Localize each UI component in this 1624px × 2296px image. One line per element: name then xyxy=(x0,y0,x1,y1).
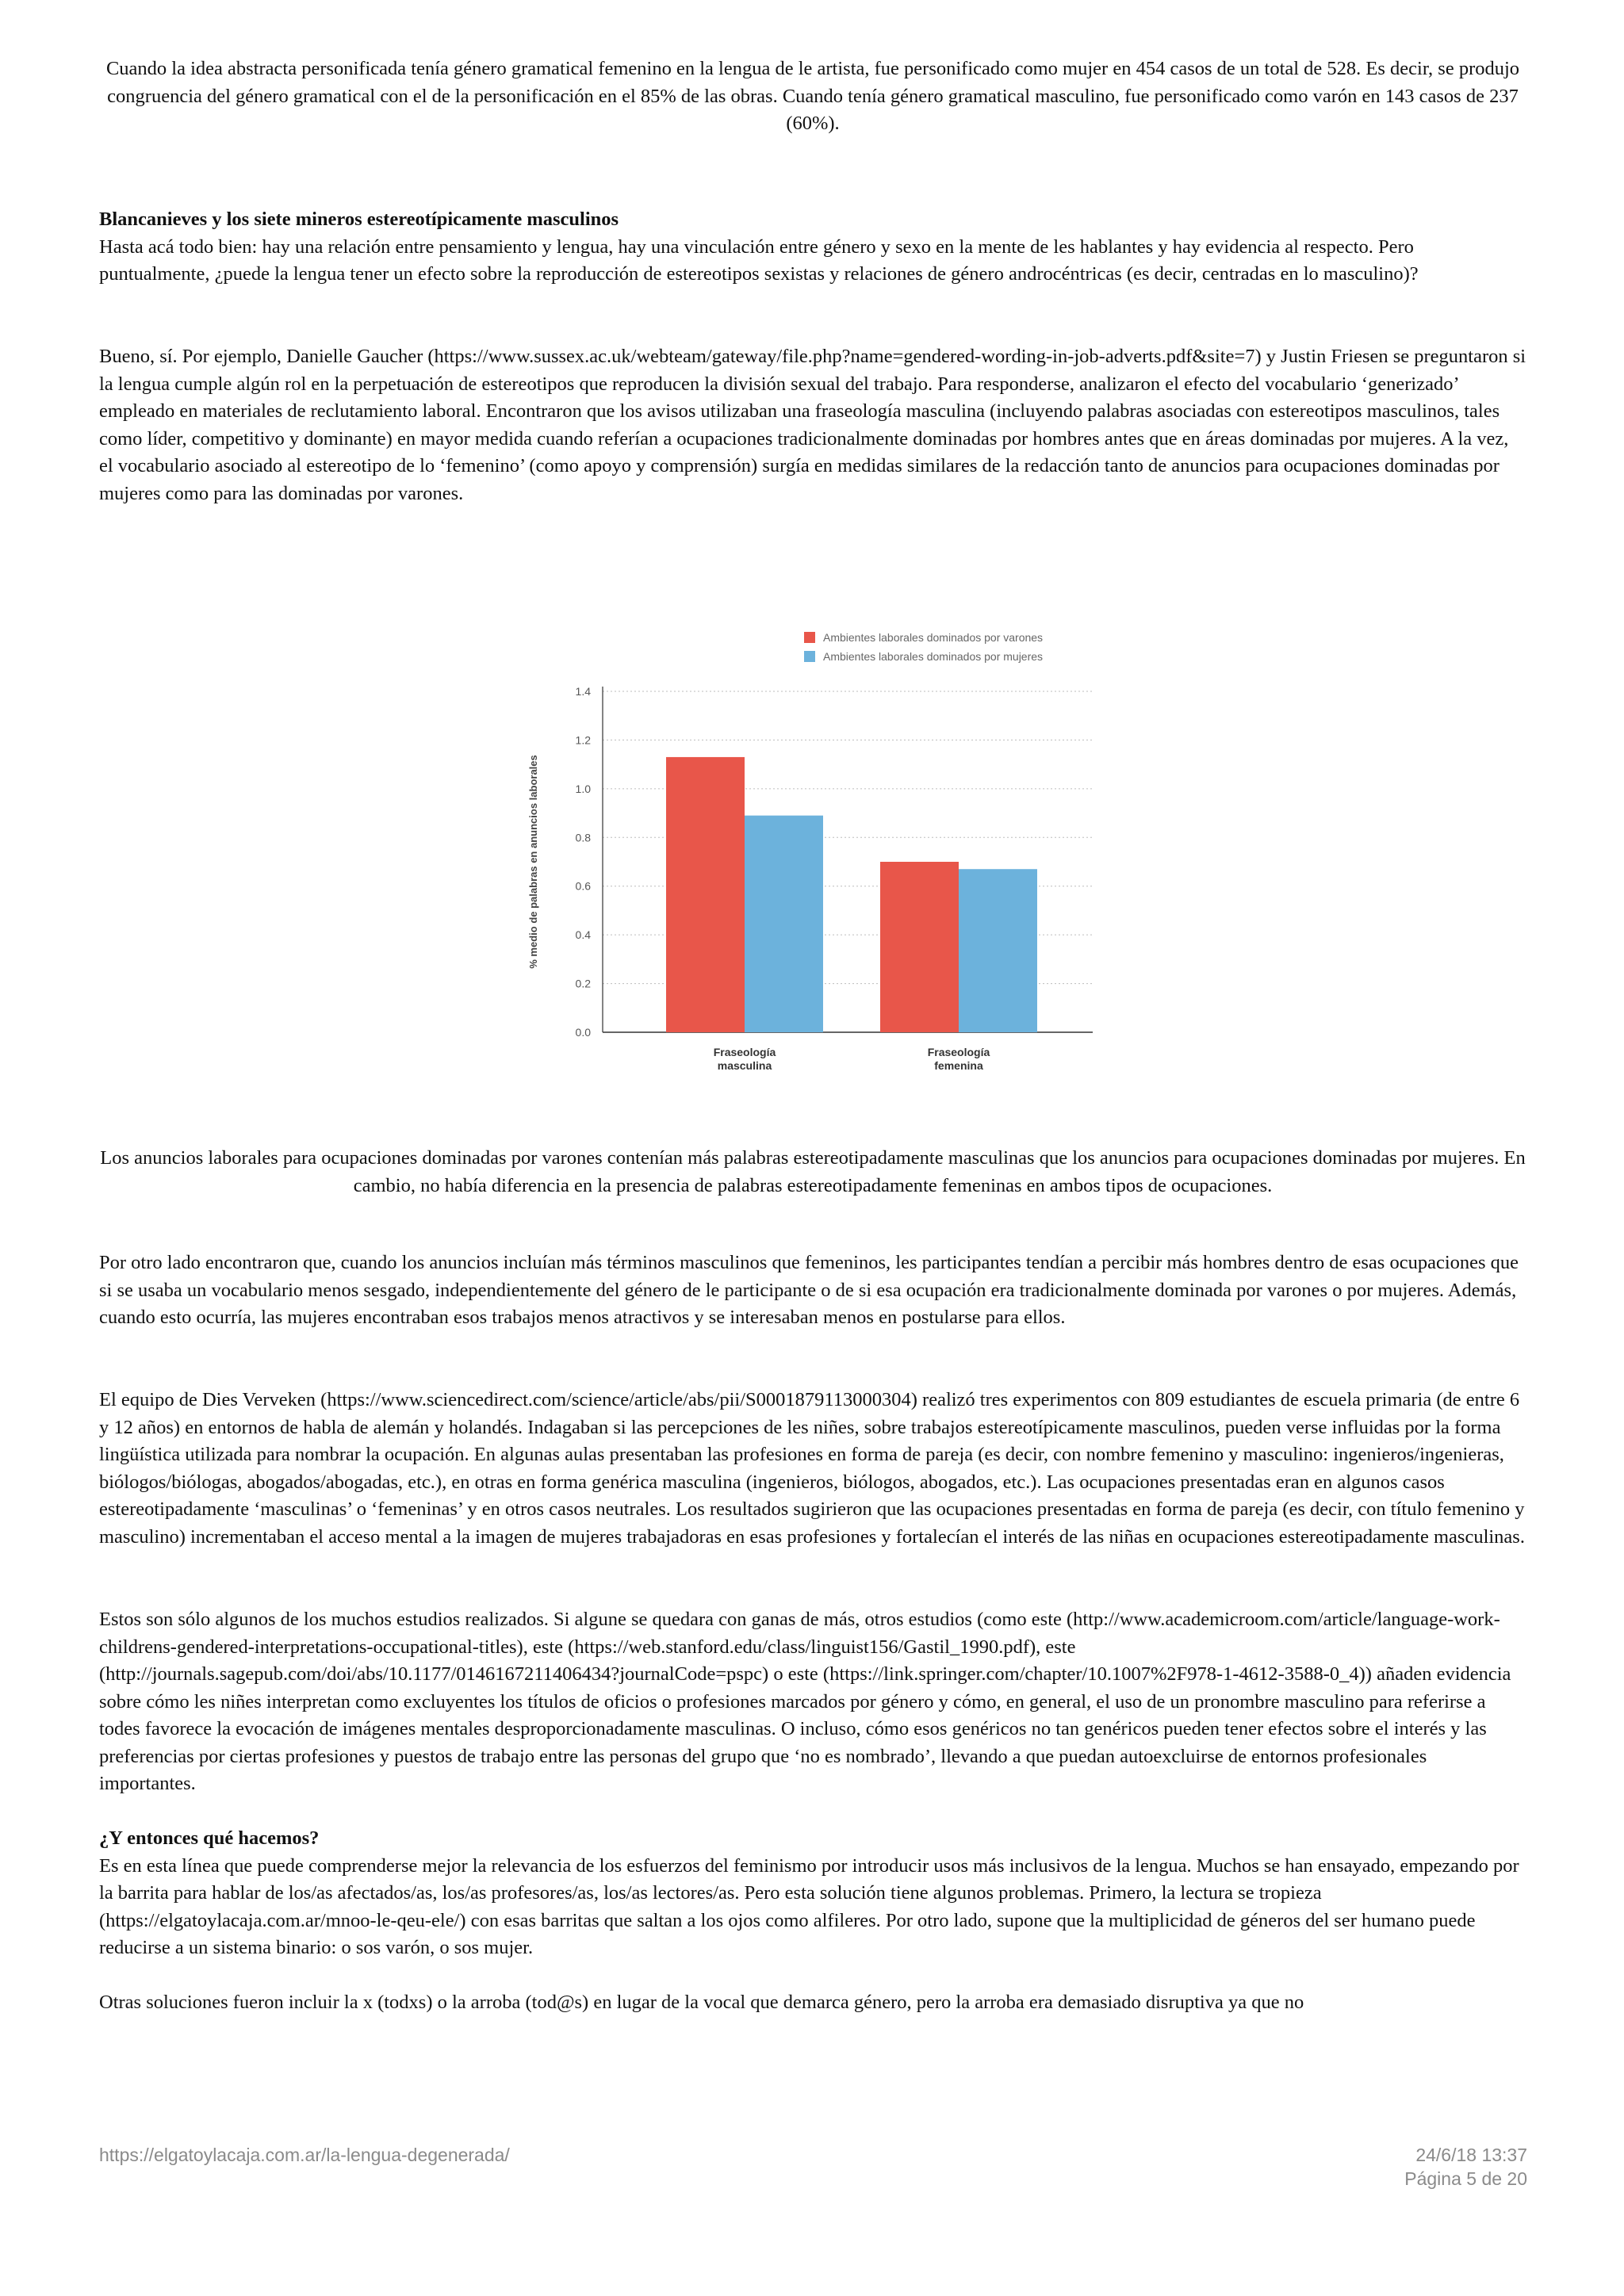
footer-page-number: Página 5 de 20 xyxy=(1404,2168,1527,2189)
chart-caption: Los anuncios laborales para ocupaciones dominadas por varones contenían más palabras estereotipadamente masculinas que los anuncios para ocupaciones dominadas por mujeres. En cambio, no había diferencia en la presencia de palabras estereotipadamente femeninas en ambos tipos de ocupaciones. xyxy=(100,1147,1526,1196)
section-blancanieves xyxy=(99,206,1526,289)
y-tick-label: 0.4 xyxy=(575,928,591,942)
section-paragraph: Hasta acá todo bien: hay una relación entre pensamiento y lengua, hay una vinculación entre género y sexo en la mente de les hablantes y hay evidencia al respecto. Pero puntualmente, ¿puede la lengua tener un efecto sobre la reproducción de estereotipos sexistas y relaciones de género androcéntricas (es decir, centradas en lo masculino)? xyxy=(99,235,1419,285)
section-que-hacemos xyxy=(99,1825,1526,1962)
legend-swatch xyxy=(804,651,815,662)
perception-paragraph: Por otro lado encontraron que, cuando los anuncios incluían más términos masculinos que femeninos, les participantes tendían a percibir más hombres dentro de esas ocupaciones que si se usaba un vocabulario menos sesgado, independientemente del género de le participante o de si esa ocupación era tradicionalmente dominada por varones o por mujeres. Además, cuando esto ocurría, las mujeres encontraban esos trabajos menos atractivos y se interesaban menos en postularse para ellos. xyxy=(99,1252,1519,1328)
gaucher-paragraph: Bueno, sí. Por ejemplo, Danielle Gaucher (https://www.sussex.ac.uk/webteam/gateway/file.php?name=gendered-wording-in-job-adverts.pdf&site=7) y Justin Friesen se preguntaron si la lengua cumple algún rol en la perpetuación de estereotipos que reproducen la división sexual del trabajo. Para responderse, analizaron el efecto del vocabulario ‘generizado’ empleado en materiales de reclutamiento laboral. Encontraron que los avisos utilizaban una fraseología masculina (incluyendo palabras asociadas con estereotipos masculinos, tales como líder, competitivo y dominante) en mayor medida cuando referían a ocupaciones tradicionalmente dominadas por hombres antes que en áreas dominadas por mujeres. A la vez, el vocabulario asociado al estereotipo de lo ‘femenino’ (como apoyo y comprensión) surgía en medidas similares de la redacción tanto de anuncios para ocupaciones dominadas por mujeres como para las dominadas por varones. xyxy=(99,346,1526,504)
y-tick-label: 0.8 xyxy=(575,831,591,844)
studies-paragraph: Estos son sólo algunos de los muchos estudios realizados. Si algune se quedara con ganas de más, otros estudios (como este (http://www.academicroom.com/article/language-work-childrens-gendered-interpretations-occupational-titles), este (https://web.stanford.edu/class/linguist156/Gastil_1990.pdf), este (http://journals.sagepub.com/doi/abs/10.1177/0146167211406434?journalCode=pspc) o este (https://link.springer.com/chapter/10.1007%2F978-1-4612-3588-0_4)) añaden evidencia sobre cómo les niñes interpretan como excluyentes los títulos de oficios o profesiones marcados por género y cómo, en general, el uso de un pronombre masculino para referirse a todes favorece la evocación de imágenes mentales desproporcionadamente masculinas. O incluso, cómo esos genéricos no tan genéricos pueden tener efectos sobre el interés y las preferencias por ciertas profesiones y puestos de trabajo entre las personas del grupo que ‘no es nombrado’, llevando a que puedan autoexcluirse de entornos profesionales importantes. xyxy=(99,1609,1511,1794)
x-category-label: Fraseología xyxy=(927,1046,990,1058)
y-tick-label: 0.2 xyxy=(575,977,591,990)
x-category-label: masculina xyxy=(717,1059,772,1072)
y-tick-label: 1.0 xyxy=(575,782,591,795)
bar-chart-svg xyxy=(515,626,1102,1086)
x-category-label: femenina xyxy=(934,1059,983,1072)
section-paragraph: Es en esta línea que puede comprenderse mejor la relevancia de los esfuerzos del feminismo por introducir usos más inclusivos de la lengua. Muchos se han ensayado, empezando por la barrita para hablar de los/as afectados/as, los/as profesores/as, los/as lectores/as. Pero esta solución tiene algunos problemas. Primero, la lectura se tropieza (https://elgatoylacaja.com.ar/mnoo-le-qeu-ele/) con esas barritas que saltan a los ojos como alfileres. Por otro lado, supone que la multiplicidad de géneros del ser humano puede reducirse a un sistema binario: o sos varón, o sos mujer. xyxy=(99,1854,1519,1958)
intro-caption: Cuando la idea abstracta personificada tenía género gramatical femenino en la lengua de le artista, fue personificado como mujer en 454 casos de un total de 528. Es decir, se produjo congruencia del género gramatical con el de la personificación en el 85% de las obras. Cuando tenía género gramatical masculino, fue personificado como varón en 143 casos de 237 (60%). xyxy=(105,58,1520,134)
bar-mujeres xyxy=(745,816,823,1032)
section-title: ¿Y entonces qué hacemos? xyxy=(99,1827,320,1849)
legend-label: Ambientes laborales dominados por varones xyxy=(823,631,1044,644)
bar-chart xyxy=(515,626,1102,1086)
y-tick-label: 1.2 xyxy=(575,733,591,747)
y-axis-label: % medio de palabras en anuncios laborales xyxy=(527,755,539,969)
y-tick-label: 0.0 xyxy=(575,1026,591,1039)
y-tick-label: 1.4 xyxy=(575,685,591,698)
bar-varones xyxy=(666,757,745,1032)
footer-datetime: 24/6/18 13:37 xyxy=(1415,2145,1527,2165)
x-category-label: Fraseología xyxy=(713,1046,776,1058)
verveken-paragraph: El equipo de Dies Verveken (https://www.sciencedirect.com/science/article/abs/pii/S0001879113000304) realizó tres experimentos con 809 estudiantes de escuela primaria (de entre 6 y 12 años) en entornos de habla de alemán y holandés. Indagaban si las percepciones de les niñes, sobre trabajos estereotípicamente masculinos, pueden verse influidas por la forma lingüística utilizada para nombrar la ocupación. En algunas aulas presentaban las profesiones en forma de pareja (es decir, con nombre femenino y masculino: ingenieros/ingenieras, biólogos/biólogas, abogados/abogadas, etc.), en otras en forma genérica masculina (ingenieros, biólogos, abogados, etc.). Las ocupaciones presentadas eran en algunos casos estereotipadamente ‘masculinas’ o ‘femeninas’ y en otros casos neutrales. Los resultados sugirieron que las ocupaciones presentadas en forma de pareja (es decir, con título femenino y masculino) incrementaban el acceso mental a la imagen de mujeres trabajadoras en esas profesiones y fortalecían el interés de las niñas en ocupaciones estereotipadamente masculinas. xyxy=(99,1389,1525,1548)
bar-varones xyxy=(880,862,959,1032)
legend-label: Ambientes laborales dominados por mujeres xyxy=(823,650,1044,663)
footer-url[interactable]: https://elgatoylacaja.com.ar/la-lengua-degenerada/ xyxy=(99,2145,510,2165)
solutions-paragraph: Otras soluciones fueron incluir la x (todxs) o la arroba (tod@s) en lugar de la vocal que demarca género, pero la arroba era demasiado disruptiva ya que no xyxy=(99,1992,1304,2013)
legend-swatch xyxy=(804,632,815,643)
footer-meta xyxy=(1404,2143,1527,2191)
section-title: Blancanieves y los siete mineros estereotípicamente masculinos xyxy=(99,209,619,230)
y-tick-label: 0.6 xyxy=(575,879,591,893)
bar-mujeres xyxy=(959,869,1037,1032)
